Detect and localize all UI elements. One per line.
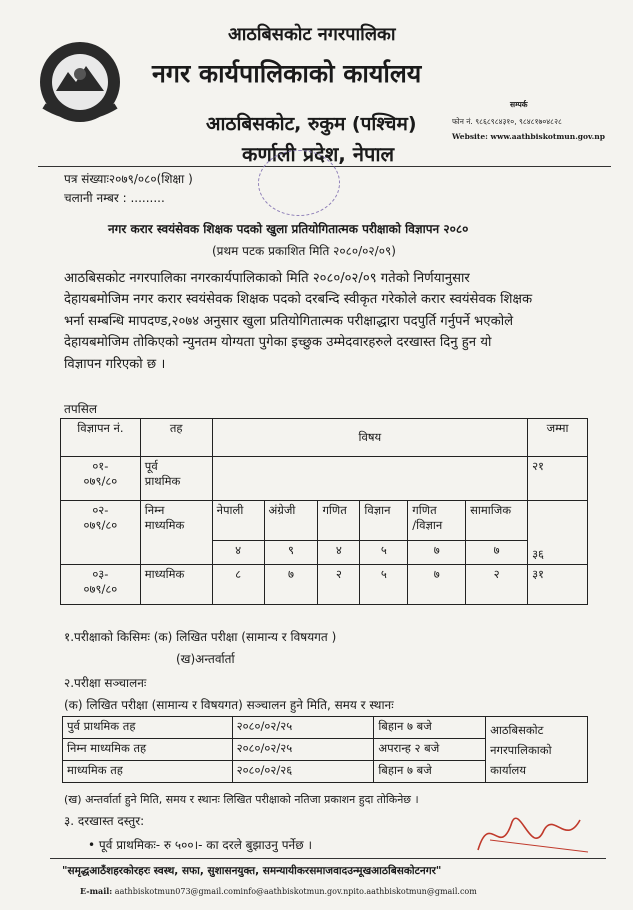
exam-type-interview: (ख)अन्तर्वार्ता bbox=[176, 652, 235, 666]
ad-no-cell: ०२- ०७९/८० bbox=[61, 501, 141, 565]
exam-type: १.परीक्षाको किसिमः (क) लिखित परीक्षा (सामान्य र विषयगत ) bbox=[64, 630, 337, 644]
count-cell: ८ bbox=[212, 565, 264, 605]
body-line: विज्ञापन गरिएको छ । bbox=[64, 356, 166, 372]
subject-cell: विज्ञान bbox=[360, 501, 408, 541]
fee-item bbox=[88, 836, 312, 853]
footer-slogan: "समृद्धआठँशहरकोरहरः स्वस्थ, सफा, सुशासनयुक्त, समन्यायीकरसमाजवादउन्मूखआठबिसकोटनगर" bbox=[62, 865, 442, 877]
header-subject: विषय bbox=[212, 419, 527, 457]
subject-cell: गणित bbox=[318, 501, 360, 541]
count-cell: ७ bbox=[408, 565, 466, 605]
bullet-icon: • bbox=[88, 838, 96, 852]
fee-item-text: पूर्व प्राथमिकः- रु ५००।- का दरले बुझाउनु पर्नेछ । bbox=[98, 838, 312, 852]
count-cell: ५ bbox=[360, 565, 408, 605]
exam-schedule-table bbox=[62, 716, 588, 783]
subject-cell: नेपाली bbox=[212, 501, 264, 541]
office-name: नगर कार्यपालिकाको कार्यालय bbox=[152, 59, 422, 88]
schedule-time: अपरान्ह २ बजे bbox=[374, 739, 486, 761]
header-ad-no: विज्ञापन नं. bbox=[61, 419, 141, 457]
email-address[interactable]: aathbiskotmun073@gmail.cominfo@aathbiskotmun.gov.npito.aathbiskotmun@gmail.com bbox=[114, 887, 477, 896]
level-cell: माध्यमिक bbox=[140, 565, 212, 605]
contact-label: सम्पर्क bbox=[510, 100, 528, 109]
province: कर्णाली प्रदेश, नेपाल bbox=[242, 142, 395, 166]
ad-no-cell: ०१- ०७९/८० bbox=[61, 457, 141, 501]
signature-mark bbox=[470, 800, 600, 864]
office-seal-stamp bbox=[258, 150, 340, 216]
body-line: भर्ना सम्बन्धि मापदण्ड,२०७४ अनुसार खुला प्रतियोगितात्मक परीक्षाद्धारा पदपुर्ति गर्नुपर्ने भएकोले bbox=[64, 313, 514, 329]
schedule-level: माध्यमिक तह bbox=[63, 761, 233, 783]
count-cell: २ bbox=[466, 565, 528, 605]
subject-cell: गणित /विज्ञान bbox=[408, 501, 466, 541]
count-cell: २ bbox=[318, 565, 360, 605]
schedule-date: २०८०/०२/२६ bbox=[232, 761, 374, 783]
total-cell: ३६ bbox=[528, 501, 588, 565]
dispatch-number: चलानी नम्बर : ......... bbox=[64, 191, 165, 205]
website: Website: www.aathbiskotmun.gov.np bbox=[452, 132, 605, 141]
schedule-date: २०८०/०२/२५ bbox=[232, 717, 374, 739]
notice-subtitle: (प्रथम पटक प्रकाशित मिति २०८०/०२/०९) bbox=[212, 244, 396, 258]
header-total: जम्मा bbox=[528, 419, 588, 457]
schedule-date: २०८०/०२/२५ bbox=[232, 739, 374, 761]
vacancy-table bbox=[60, 418, 588, 605]
footer-email bbox=[80, 886, 477, 896]
count-cell: ७ bbox=[264, 565, 318, 605]
written-exam-line: (क) लिखित परीक्षा (सामान्य र विषयगत) सञ्चालन हुने मिति, समय र स्थानः bbox=[64, 698, 394, 712]
schedule-time: बिहान ७ बजे bbox=[374, 761, 486, 783]
address: आठबिसकोट, रुकुम (पश्चिम) bbox=[206, 113, 417, 135]
municipality-name: आठबिसकोट नगरपालिका bbox=[228, 24, 396, 45]
level-cell: पूर्व प्राथमिक bbox=[140, 457, 212, 501]
level-cell: निम्न माध्यमिक bbox=[140, 501, 212, 565]
interview-line: (ख) अन्तर्वार्ता हुने मिति, समय र स्थानः लिखित परीक्षाको नतिजा प्रकाशन हुदा तोकिनेछ । bbox=[64, 793, 419, 806]
phone-number: फोन नं. ९८६८९८४३१०, ९८४८१७०४८२८ bbox=[452, 117, 562, 126]
total-cell: ३१ bbox=[528, 565, 588, 605]
municipality-emblem-icon bbox=[34, 36, 126, 128]
body-line: देहायबमोजिम तोकिएको न्युनतम योग्यता पुगेका इच्छुक उम्मेदवारहरुले दरखास्त दिनु हुन यो bbox=[64, 335, 492, 351]
ad-no-cell: ०३- ०७९/८० bbox=[61, 565, 141, 605]
schedule-level: निम्न माध्यमिक तह bbox=[63, 739, 233, 761]
exam-venue: आठबिसकोट नगरपालिकाको कार्यालय bbox=[486, 717, 588, 783]
letter-number: पत्र संख्याः२०७९/०८०(शिक्षा ) bbox=[64, 172, 193, 186]
body-line: आठबिसकोट नगरपालिका नगरकार्यपालिकाको मिति २०८०/०२/०९ गतेको निर्णयानुसार bbox=[64, 271, 470, 286]
total-cell: २१ bbox=[528, 457, 588, 501]
body-paragraph bbox=[64, 268, 586, 375]
count-cell: ७ bbox=[466, 541, 528, 565]
count-cell: ७ bbox=[408, 541, 466, 565]
footer-divider bbox=[50, 858, 606, 859]
header-level: तह bbox=[140, 419, 212, 457]
count-cell: ९ bbox=[264, 541, 318, 565]
subject-cell: अंग्रेजी bbox=[264, 501, 318, 541]
details-label: तपसिल bbox=[64, 402, 98, 416]
count-cell: ४ bbox=[212, 541, 264, 565]
count-cell: ५ bbox=[360, 541, 408, 565]
body-line: देहायबमोजिम नगर करार स्वयंसेवक शिक्षक पदको दरबन्दि स्वीकृत गरेकोले करार स्वयंसेवक शिक्षक bbox=[64, 292, 533, 308]
email-label: E-mail: bbox=[80, 886, 113, 896]
notice-title: नगर करार स्वयंसेवक शिक्षक पदको खुला प्रतियोगितात्मक परीक्षाको विज्ञापन २०८० bbox=[108, 222, 469, 236]
subject-cell: सामाजिक bbox=[466, 501, 528, 541]
count-cell: ४ bbox=[318, 541, 360, 565]
schedule-time: बिहान ७ बजे bbox=[374, 717, 486, 739]
schedule-level: पुर्व प्राथमिक तह bbox=[63, 717, 233, 739]
exam-conduct-heading: २.परीक्षा सञ्चालनः bbox=[64, 676, 147, 690]
fee-heading: ३. दरखास्त दस्तुर: bbox=[64, 814, 145, 828]
